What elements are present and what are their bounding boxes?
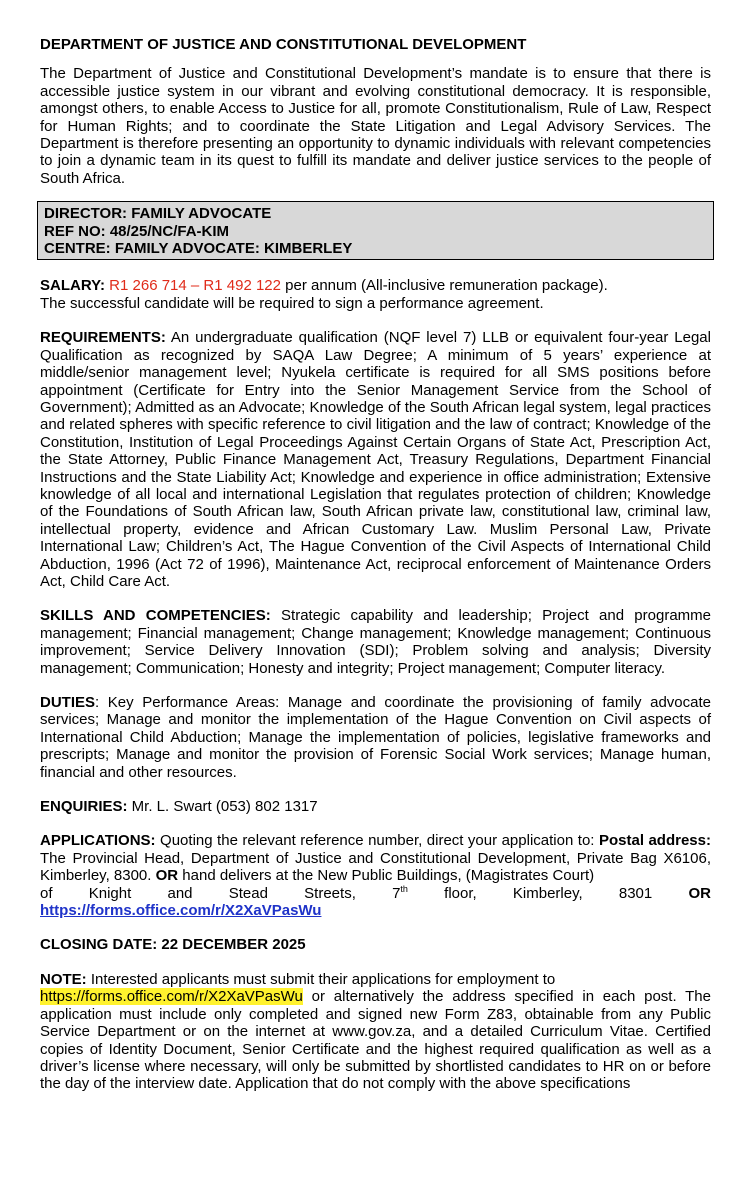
postal-address-text: The Provincial Head, Department of Justice and Constitutional Development, Private Bag X6106, Kimberley, 8300. bbox=[40, 849, 711, 885]
salary-label: SALARY: bbox=[40, 277, 105, 295]
note-section bbox=[40, 971, 711, 1093]
note-link[interactable]: https://forms.office.com/r/X2XaVPasWu bbox=[40, 988, 303, 1006]
address-line bbox=[40, 885, 711, 902]
hand-deliver-text: hand delivers at the New Public Buildings, (Magistrates Court) bbox=[178, 867, 595, 885]
duties-label: DUTIES bbox=[40, 694, 96, 711]
applications-label: APPLICATIONS: bbox=[40, 832, 156, 850]
department-title: DEPARTMENT OF JUSTICE AND CONSTITUTIONAL DEVELOPMENT bbox=[40, 36, 527, 53]
applications-section bbox=[40, 832, 711, 919]
duties-section bbox=[40, 694, 711, 781]
skills-label: SKILLS AND COMPETENCIES: bbox=[40, 607, 271, 625]
post-ref: REF NO: 48/25/NC/FA-KIM bbox=[44, 222, 230, 240]
address-word: Stead bbox=[228, 884, 268, 902]
salary-rest: per annum (All-inclusive remuneration package). bbox=[280, 277, 608, 295]
or-keyword: OR bbox=[688, 884, 711, 902]
requirements-section bbox=[40, 329, 711, 590]
address-word: of bbox=[40, 884, 53, 902]
address-word: Kimberley, bbox=[512, 884, 583, 902]
floor-suffix: th bbox=[400, 883, 408, 894]
applications-intro: Quoting the relevant reference number, direct your application to: bbox=[155, 832, 599, 850]
closing-date: CLOSING DATE: 22 DECEMBER 2025 bbox=[40, 936, 306, 954]
post-header-box bbox=[37, 201, 714, 260]
post-director: DIRECTOR: FAMILY ADVOCATE bbox=[44, 205, 272, 223]
note-label: NOTE: bbox=[40, 970, 87, 988]
address-word: and bbox=[167, 884, 193, 902]
address-word: Knight bbox=[88, 884, 132, 902]
note-intro: Interested applicants must submit their applications for employment to bbox=[86, 970, 556, 988]
applications-body bbox=[40, 832, 711, 884]
postal-address-label: Postal address: bbox=[598, 832, 711, 850]
note-text: or alternatively the address specified in each post. The application must include only completed and signed new Form Z83, obtainable from any Public Service Department or on the internet at www.gov.za, and a detailed Curriculum Vitae. Certified copies of Identity Document, Senior Certificate and the highest required qualification as well as a driver’s license where necessary, will only be submitted by shortlisted candidates to HR on or before the day of the interview date. Application that do not comply with the above specifications bbox=[40, 988, 711, 1093]
post-centre: CENTRE: FAMILY ADVOCATE: KIMBERLEY bbox=[44, 240, 353, 258]
salary-note: The successful candidate will be required to sign a performance agreement. bbox=[40, 294, 544, 312]
duties-text: : Key Performance Areas: Manage and coordinate the provisioning of family advocate services; Manage and monitor the implementation of the Hague Convention on Civil aspects of International Child Abduction; Manage the implementation of policies, legislative frameworks and prescripts; Manage and monitor the provision of Forensic Social Work services; Manage human, financial and other resources. bbox=[40, 694, 711, 781]
salary-range: R1 266 714 – R1 492 122 bbox=[109, 277, 281, 295]
address-floor bbox=[392, 885, 408, 902]
floor-number: 7 bbox=[392, 884, 401, 902]
enquiries-text: Mr. L. Swart (053) 802 1317 bbox=[127, 798, 318, 816]
mandate-paragraph: The Department of Justice and Constitutional Development’s mandate is to ensure that there is accessible justice system in our vibrant and evolving constitutional democracy. It is responsible, amongst others, to enable Access to Justice for all, promote Constitutionalism, Rule of Law, Respect for Human Rights; and to coordinate the State Litigation and Legal Advisory Services. The Department is therefore presenting an opportunity to dynamic individuals with relevant competencies to join a dynamic team in its quest to fulfill its mandate and deliver justice services to the people of South Africa. bbox=[40, 65, 711, 187]
or-keyword: OR bbox=[155, 867, 179, 885]
skills-section bbox=[40, 607, 711, 677]
address-word: Streets, bbox=[304, 884, 356, 902]
address-word: floor, bbox=[444, 884, 477, 902]
salary-section bbox=[40, 277, 711, 312]
skills-text: Strategic capability and leadership; Project and programme management; Financial management; Change management; Knowledge management; Continuous improvement; Service Delivery Innovation (SDI); Problem solving and analysis; Diversity management; Communication; Honesty and integrity; Project management; Computer literacy. bbox=[40, 607, 712, 677]
application-form-link[interactable]: https://forms.office.com/r/X2XaVPasWu bbox=[40, 902, 322, 920]
address-word: 8301 bbox=[618, 884, 653, 902]
enquiries-label: ENQUIRIES: bbox=[40, 798, 128, 816]
requirements-label: REQUIREMENTS: bbox=[40, 329, 166, 347]
enquiries-section bbox=[40, 798, 711, 815]
requirements-text: An undergraduate qualification (NQF level 7) LLB or equivalent four-year Legal Qualification as recognized by SAQA Law Degree; A minimum of 5 years’ experience at middle/senior management level; Nyukela certificate is required for all SMS positions before appointment (Certificate for Entry into the Senior Management Service from the School of Government); Admitted as an Advocate; Knowledge of the South African legal system, legal practices and related spheres with specific reference to civil litigation and the law of contract; Knowledge of the Constitution, Institution of Legal Proceedings Against Certain Organs of State Act, Prescription Act, the State Attorney, Public Finance Management Act, Treasury Regulations, Department Financial Instructions and the State Liability Act; Knowledge and experience in office administration; Extensive knowledge of all local and international Legislation that regulates protection of children; Knowledge of the Foundations of South African law, South African private law, constitutional law, criminal law, intellectual property, evidence and African Customary Law. Muslim Personal Law, Private International Law; Children’s Act, The Hague Convention of the Civil Aspects of International Child Abduction, 1996 (Act 72 of 1996), Maintenance Act, reciprocal enforcement of Maintenance Orders Act, Child Care Act. bbox=[40, 329, 711, 590]
